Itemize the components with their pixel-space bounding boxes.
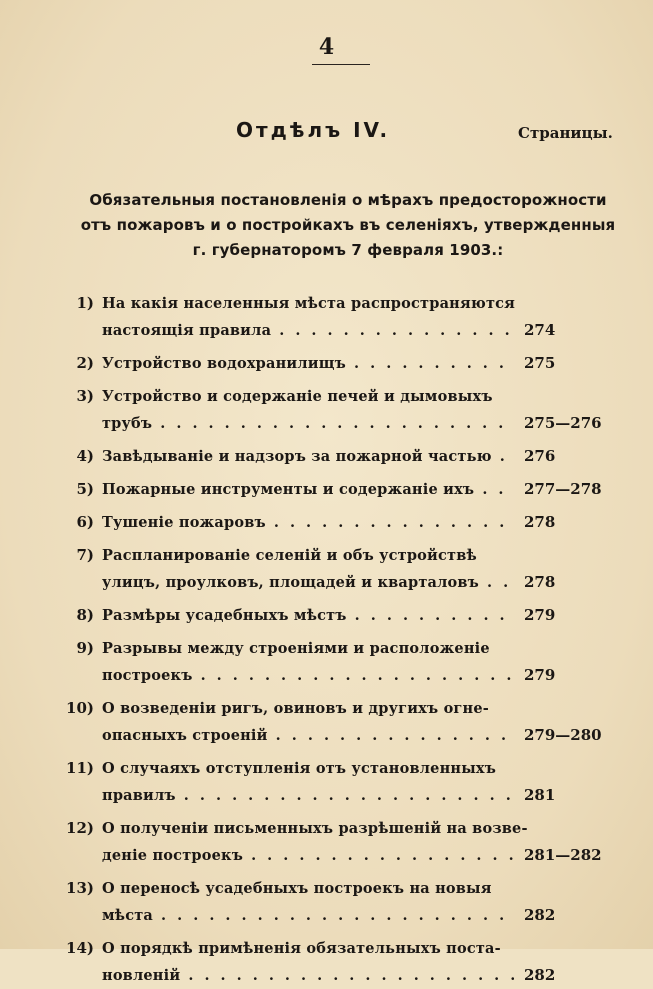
toc-entry-text: Завѣдываніе и надзоръ за пожарной частью . . . <box>102 443 514 470</box>
toc-entry-page: 276 <box>524 447 556 465</box>
toc-entry-text: опасныхъ строеній . . . <box>102 722 514 749</box>
toc-entry-page: 281—282 <box>524 846 602 864</box>
header-rule <box>312 64 370 65</box>
toc-entry-page: 277—278 <box>524 480 602 498</box>
toc-entry-number: 2) <box>76 354 94 372</box>
toc-entry-number: 11) <box>66 759 94 777</box>
toc-entry-number: 9) <box>76 639 94 657</box>
toc-entry-text: трубъ . . . <box>102 410 514 437</box>
toc-entry <box>60 695 620 749</box>
toc-entry-text: Устройство и содержаніе печей и дымовыхъ <box>102 388 493 405</box>
toc-entry-text: Распланированіе селеній и объ устройствѣ <box>102 547 477 564</box>
toc-entry-page: 281 <box>524 786 556 804</box>
toc-entry-text: улицъ, проулковъ, площадей и кварталовъ . . . <box>102 569 514 596</box>
toc-entry-page: 279—280 <box>524 726 602 744</box>
toc-entry <box>60 443 620 470</box>
toc-entry-text: О переносѣ усадебныхъ построекъ на новыя <box>102 880 492 897</box>
toc-entry-text: Тушеніе пожаровъ . . . <box>102 509 514 536</box>
toc-entry-text: настоящія правила . . . <box>102 317 514 344</box>
toc-entry <box>60 935 620 989</box>
toc-entry <box>60 635 620 689</box>
toc-entry-text: правилъ . . . <box>102 782 514 809</box>
toc-entry-text: Размѣры усадебныхъ мѣстъ . . . <box>102 602 514 629</box>
toc-entry-number: 12) <box>66 819 94 837</box>
toc-entry-text: деніе построекъ . . . <box>102 842 514 869</box>
toc-entry <box>60 542 620 596</box>
toc-entry <box>60 755 620 809</box>
toc-entry <box>60 290 620 344</box>
toc-entry-number: 4) <box>76 447 94 465</box>
toc-entry-page: 278 <box>524 573 556 591</box>
toc-entry <box>60 476 620 503</box>
toc-entry-number: 6) <box>76 513 94 531</box>
toc-entry-page: 275 <box>524 354 556 372</box>
toc-entry-number: 3) <box>76 387 94 405</box>
toc-entry-text: построекъ . . . <box>102 662 514 689</box>
toc-entry-page: 279 <box>524 606 556 624</box>
toc-entry-number: 10) <box>66 699 94 717</box>
toc-entry-text: мѣста . . . <box>102 902 514 929</box>
page-number: 4 <box>318 34 335 60</box>
section-intro: Обязательныя постановленія о мѣрахъ предосторожности отъ пожаровъ и о постройкахъ въ селеніяхъ, утвержденныя г. губернаторомъ 7 февраля 1903.: <box>80 191 616 259</box>
toc-entry-text: О случаяхъ отступленія отъ установленныхъ <box>102 760 497 777</box>
section-title: Отдѣлъ IV. <box>236 118 391 142</box>
toc-entry-text: О возведеніи ригъ, овиновъ и другихъ огне- <box>102 700 489 717</box>
toc-entry-number: 13) <box>66 879 94 897</box>
toc-entry-text: На какія населенныя мѣста распространяются <box>102 295 516 312</box>
pages-column-label: Страницы. <box>518 124 613 142</box>
toc-entry <box>60 509 620 536</box>
toc-entry <box>60 383 620 437</box>
toc-entry-number: 5) <box>76 480 94 498</box>
toc-entry <box>60 815 620 869</box>
toc-entry-number: 14) <box>66 939 94 957</box>
toc-entry-page: 274 <box>524 321 556 339</box>
toc-entry-number: 7) <box>76 546 94 564</box>
toc-entry-text: новленій . . . <box>102 962 514 989</box>
toc-entry-text: О полученіи письменныхъ разрѣшеній на возве- <box>102 820 528 837</box>
toc-entry-page: 275—276 <box>524 414 602 432</box>
toc-entry-number: 8) <box>76 606 94 624</box>
toc-entry-page: 279 <box>524 666 556 684</box>
toc-entry-text: Разрывы между строеніями и расположеніе <box>102 640 490 657</box>
toc-entry-page: 282 <box>524 906 556 924</box>
toc-entry <box>60 350 620 377</box>
toc-entry-text: О порядкѣ примѣненія обязательныхъ поста- <box>102 940 501 957</box>
toc-entry-page: 278 <box>524 513 556 531</box>
toc-entry <box>60 875 620 929</box>
toc-entry-text: Устройство водохранилищъ . . . <box>102 350 514 377</box>
toc-entry-page: 282 <box>524 966 556 984</box>
toc-entry-text: Пожарные инструменты и содержаніе ихъ . . . <box>102 476 514 503</box>
toc-entry <box>60 602 620 629</box>
toc-entry-number: 1) <box>76 294 94 312</box>
